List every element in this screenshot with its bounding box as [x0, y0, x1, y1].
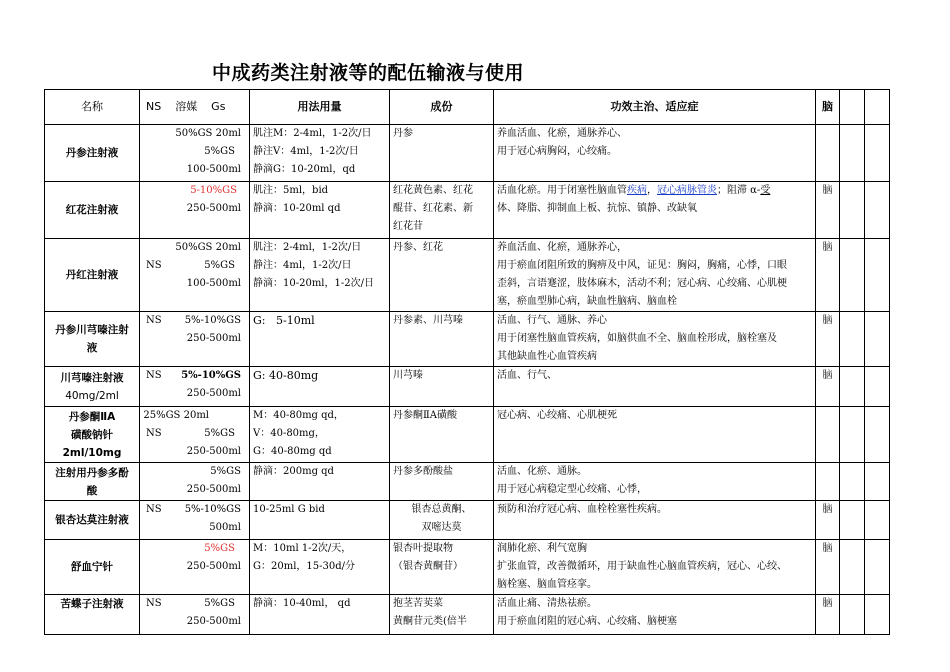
- extra-cell: [840, 463, 865, 501]
- header-extra-1: [840, 90, 865, 125]
- drug-name: 舒血宁针: [45, 540, 140, 595]
- ingredients-cell: 丹参、红花: [390, 239, 494, 312]
- ingredients-cell: 丹参多酚酸盐: [390, 463, 494, 501]
- solvent-cell: 5-10%GS 250-500ml: [140, 182, 250, 239]
- extra-cell: [865, 125, 890, 182]
- link-disease[interactable]: 疾病: [627, 185, 647, 196]
- extra-cell: [840, 239, 865, 312]
- brain-cell: 脑: [816, 595, 840, 635]
- header-name: 名称: [45, 90, 140, 125]
- extra-cell: [840, 182, 865, 239]
- drug-name: 银杏达莫注射液: [45, 501, 140, 540]
- extra-cell: [865, 312, 890, 367]
- brain-cell: 脑: [816, 501, 840, 540]
- table-row: [45, 540, 890, 595]
- underlined-text: 受: [760, 185, 771, 196]
- drug-name: 红花注射液: [45, 182, 140, 239]
- drug-name: 丹红注射液: [45, 239, 140, 312]
- solvent-cell: NS 5%-10%GS 250-500ml: [140, 367, 250, 407]
- table-row: [45, 407, 890, 463]
- solvent-cell: 5%GS 250-500ml: [140, 540, 250, 595]
- usage-cell: M：40-80mg qd， V：40-80mg， G：40-80mg qd: [250, 407, 390, 463]
- extra-cell: [865, 463, 890, 501]
- extra-cell: [865, 540, 890, 595]
- header-brain: 脑: [816, 90, 840, 125]
- table-row: [45, 463, 890, 501]
- ingredients-cell: 抱茎苦荬菜 黄酮苷元类(倍半: [390, 595, 494, 635]
- extra-cell: [840, 312, 865, 367]
- link-coronary-vasculitis[interactable]: 冠心病脉管炎: [657, 185, 717, 196]
- extra-cell: [865, 407, 890, 463]
- drug-table: [44, 89, 890, 635]
- effect-cell: 养血活血、化瘀，通脉养心、 用于冠心病胸闷，心绞痛。: [494, 125, 816, 182]
- effect-cell: 冠心病、心绞痛、心肌梗死: [494, 407, 816, 463]
- effect-cell: 活血化瘀。用于闭塞性脑血管疾病，冠心病脉管炎；阻滞 α-受 体、降脂、抑制血上板、抗惊、镇静、改缺氧: [494, 182, 816, 239]
- effect-cell: 活血止痛、清热祛瘀。 用于瘀血闭阻的冠心病、心绞痛、脑梗塞: [494, 595, 816, 635]
- extra-cell: [840, 501, 865, 540]
- usage-cell: 静滴：200mg qd: [250, 463, 390, 501]
- header-row: [45, 90, 890, 125]
- table-row: [45, 125, 890, 182]
- extra-cell: [840, 595, 865, 635]
- brain-cell: 脑: [816, 540, 840, 595]
- effect-cell: 活血、化瘀、通脉。 用于冠心病稳定型心绞痛、心悸，: [494, 463, 816, 501]
- drug-name: 丹参注射液: [45, 125, 140, 182]
- header-extra-2: [865, 90, 890, 125]
- extra-cell: [840, 367, 865, 407]
- effect-cell: 养血活血、化瘀，通脉养心， 用于瘀血闭阻所致的胸痹及中风，证见：胸闷，胸痛，心悸，口眼 歪斜，言语蹇涩，肢体麻木，活动不利；冠心病、心绞痛、心肌梗 塞，瘀血型肺心病，缺血性脑病、脑血栓: [494, 239, 816, 312]
- document-title: 中成药类注射液等的配伍输液与使用: [212, 62, 525, 84]
- effect-cell: 润肺化瘀、利气宽胸 扩张血管，改善微循环，用于缺血性心脑血管疾病，冠心、心绞、 脑栓塞、脑血管痉挛。: [494, 540, 816, 595]
- table-row: [45, 312, 890, 367]
- extra-cell: [840, 125, 865, 182]
- extra-cell: [865, 182, 890, 239]
- brain-cell: [816, 463, 840, 501]
- brain-cell: [816, 407, 840, 463]
- usage-cell: 静滴：10-40ml， qd: [250, 595, 390, 635]
- table-container: [44, 89, 890, 635]
- header-ingredients: 成份: [390, 90, 494, 125]
- drug-name: 川芎嗪注射液 40mg/2ml: [45, 367, 140, 407]
- ingredients-cell: 银杏叶提取物 （银杏黄酮苷）: [390, 540, 494, 595]
- table-row: [45, 595, 890, 635]
- table-row: [45, 367, 890, 407]
- usage-cell: 肌注：5ml，bid 静滴：10-20ml qd: [250, 182, 390, 239]
- effect-cell: 活血、行气、: [494, 367, 816, 407]
- effect-cell: 预防和治疗冠心病、血栓栓塞性疾病。: [494, 501, 816, 540]
- solvent-cell: NS 5%-10%GS 500ml: [140, 501, 250, 540]
- usage-cell: 10-25ml G bid: [250, 501, 390, 540]
- header-effect: 功效主治、适应症: [494, 90, 816, 125]
- solvent-cell: NS 50%GS 20ml 5%GS 100-500ml: [140, 239, 250, 312]
- usage-cell: M：10ml 1-2次/天， G：20ml，15-30d/分: [250, 540, 390, 595]
- header-usage: 用法用量: [250, 90, 390, 125]
- brain-cell: [816, 125, 840, 182]
- ingredients-cell: 丹参素、川芎嗪: [390, 312, 494, 367]
- extra-cell: [865, 501, 890, 540]
- solvent-cell: NS 5%GS 250-500ml: [140, 595, 250, 635]
- usage-cell: 肌注M：2-4ml，1-2次/日 静注V：4ml，1-2次/日 静滴G：10-20ml，qd: [250, 125, 390, 182]
- usage-cell: 肌注：2-4ml，1-2次/日 静注：4ml，1-2次/日 静滴：10-20ml，1-2次/日: [250, 239, 390, 312]
- usage-cell: G: 40-80mg: [250, 367, 390, 407]
- solvent-cell: 50%GS 20ml 5%GS 100-500ml: [140, 125, 250, 182]
- drug-name: 丹参川芎嗪注射 液: [45, 312, 140, 367]
- ingredients-cell: 丹参: [390, 125, 494, 182]
- ingredients-cell: 川芎嗪: [390, 367, 494, 407]
- usage-cell: G: 5-10ml: [250, 312, 390, 367]
- extra-cell: [865, 367, 890, 407]
- extra-cell: [840, 540, 865, 595]
- ingredients-cell: 银杏总黄酮、 双嘧达莫: [390, 501, 494, 540]
- brain-cell: 脑: [816, 367, 840, 407]
- header-solvent: NS 溶媒 Gs: [140, 90, 250, 125]
- effect-cell: 活血、行气、通脉、养心 用于闭塞性脑血管疾病，如脑供血不全、脑血栓形成，脑栓塞及 其他缺血性心血管疾病: [494, 312, 816, 367]
- extra-cell: [865, 595, 890, 635]
- drug-name: 丹参酮ⅡA 磺酸钠针 2ml/10mg: [45, 407, 140, 463]
- extra-cell: [865, 239, 890, 312]
- drug-name: 注射用丹参多酚 酸: [45, 463, 140, 501]
- brain-cell: 脑: [816, 312, 840, 367]
- extra-cell: [840, 407, 865, 463]
- table-row: [45, 239, 890, 312]
- ingredients-cell: 丹参酮ⅡA磺酸: [390, 407, 494, 463]
- ingredients-cell: 红花黄色素、红花 醌苷、红花素、新 红花苷: [390, 182, 494, 239]
- brain-cell: 脑: [816, 182, 840, 239]
- solvent-cell: 5%GS 250-500ml: [140, 463, 250, 501]
- brain-cell: 脑: [816, 239, 840, 312]
- drug-name: 苦蝶子注射液: [45, 595, 140, 635]
- solvent-cell: NS 5%-10%GS 250-500ml: [140, 312, 250, 367]
- table-row: [45, 182, 890, 239]
- solvent-cell: NS 25%GS 20ml 5%GS 250-500ml: [140, 407, 250, 463]
- table-row: [45, 501, 890, 540]
